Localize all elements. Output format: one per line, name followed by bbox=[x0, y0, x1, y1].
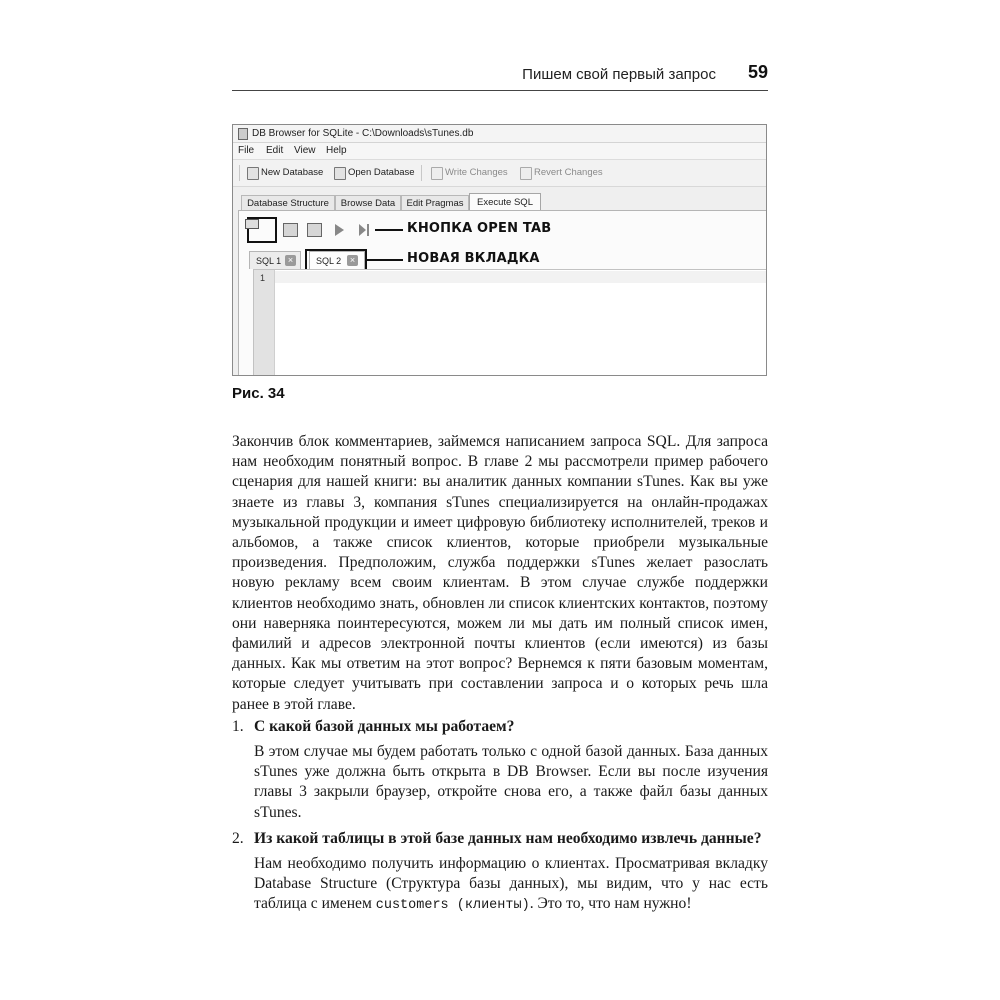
open-sql-file-icon[interactable] bbox=[283, 223, 298, 237]
window-title: DB Browser for SQLite - C:\Downloads\sTunes.db bbox=[252, 128, 474, 139]
main-toolbar bbox=[233, 160, 766, 187]
figure-caption: Рис. 34 bbox=[232, 385, 285, 402]
new-database-button[interactable] bbox=[247, 166, 323, 180]
callout-open-tab: КНОПКА OPEN TAB bbox=[407, 221, 552, 236]
new-database-icon bbox=[247, 167, 259, 180]
save-sql-file-icon[interactable] bbox=[307, 223, 322, 237]
new-database-label: New Database bbox=[261, 167, 324, 178]
menu-bar bbox=[233, 143, 766, 160]
list-body: В этом случае мы будем работать только с одной базой данных. База данных sTunes уже должна быть открыта в DB Browser. Если вы после изучения главы 3 закрыли браузер, откройте снова его, а также файл базы данных sTunes. bbox=[254, 743, 768, 821]
write-changes-label: Write Changes bbox=[445, 167, 508, 178]
list-number: 2. bbox=[232, 830, 244, 847]
revert-changes-label: Revert Changes bbox=[534, 167, 603, 178]
open-database-label: Open Database bbox=[348, 167, 415, 178]
callout-line-open-tab bbox=[375, 229, 403, 231]
close-tab-icon[interactable]: × bbox=[285, 255, 296, 266]
running-title: Пишем свой первый запрос bbox=[522, 66, 716, 83]
open-tab-icon[interactable] bbox=[245, 219, 259, 229]
list-heading: Из какой таблицы в этой базе данных нам необходимо извлечь данные? bbox=[254, 830, 762, 847]
sql-tab-1-label: SQL 1 bbox=[256, 256, 282, 266]
tab-database-structure[interactable]: Database Structure bbox=[241, 195, 335, 211]
page-number: 59 bbox=[747, 62, 768, 82]
list-item-1 bbox=[232, 717, 768, 821]
menu-view[interactable]: View bbox=[294, 145, 316, 156]
toolbar-separator bbox=[239, 165, 240, 181]
body-paragraph: Закончив блок комментариев, займемся написанием запроса SQL. Для запроса нам необходим понятный вопрос. В главе 2 мы рассмотрели пример рабочего сценария для нашей книги: вы аналитик данных компании sTunes. Как вы уже знаете из главы 3, компания sTunes специализируется на онлайн-продажах музыкальной продукции и имеет цифровую библиотеку исполнителей, треков и альбомов, а также список клиентов, которые приобрели музыкальные произведения. Предположим, служба поддержки sTunes желает разослать новую рекламу всем своим клиентам. В этом случае службе поддержки клиентов необходимо знать, обновлен ли список клиентских контактов, поэтому они наверняка поинтересуются, можем ли мы дать им полный список имен, фамилий и адресов электронной почты клиентов (если имеются) из базы данных. Как мы ответим на этот вопрос? Вернемся к пяти базовым моментам, которые следует учитывать при составлении запроса и о которых речь шла ранее в этой главе. bbox=[232, 433, 768, 713]
db-browser-screenshot bbox=[232, 124, 767, 376]
sql-editor[interactable] bbox=[253, 269, 767, 376]
table-name-code: customers (клиенты) bbox=[375, 898, 530, 914]
list-body-text: . Это то, что нам нужно! bbox=[529, 895, 692, 913]
sql-tab-2-label: SQL 2 bbox=[316, 256, 342, 266]
tab-execute-sql[interactable]: Execute SQL bbox=[469, 193, 541, 211]
running-header bbox=[232, 62, 768, 91]
list-number: 1. bbox=[232, 718, 244, 735]
close-tab-icon[interactable]: × bbox=[347, 255, 358, 266]
window-titlebar bbox=[233, 125, 766, 143]
list-body-text: Нам необходимо получить информацию о клиентах. Просматривая вкладку Database Structure (Структура базы данных), мы видим, что у нас есть таблица с именем bbox=[254, 855, 768, 913]
toolbar-separator bbox=[421, 165, 422, 181]
execute-sql-panel bbox=[238, 210, 767, 376]
list-heading: С какой базой данных мы работаем? bbox=[254, 718, 515, 735]
execute-all-icon[interactable] bbox=[335, 224, 344, 236]
current-line-highlight bbox=[275, 271, 767, 283]
open-database-button[interactable] bbox=[334, 166, 415, 180]
sql-tab-1[interactable] bbox=[249, 251, 301, 269]
line-number-gutter bbox=[254, 270, 275, 376]
write-changes-icon bbox=[431, 167, 443, 180]
menu-file[interactable]: File bbox=[238, 145, 255, 156]
execute-line-icon[interactable] bbox=[359, 224, 369, 236]
open-database-icon bbox=[334, 167, 346, 180]
line-number: 1 bbox=[260, 273, 266, 283]
revert-changes-button[interactable] bbox=[520, 166, 603, 180]
menu-help[interactable]: Help bbox=[326, 145, 347, 156]
callout-new-tab: НОВАЯ ВКЛАДКА bbox=[407, 251, 540, 266]
write-changes-button[interactable] bbox=[431, 166, 508, 180]
revert-changes-icon bbox=[520, 167, 532, 180]
tab-browse-data[interactable]: Browse Data bbox=[335, 195, 401, 211]
list-body bbox=[254, 854, 768, 917]
tab-edit-pragmas[interactable]: Edit Pragmas bbox=[401, 195, 469, 211]
list-item-2 bbox=[232, 829, 768, 919]
menu-edit[interactable]: Edit bbox=[266, 145, 284, 156]
app-icon bbox=[238, 128, 248, 140]
callout-line-new-tab bbox=[367, 259, 403, 261]
